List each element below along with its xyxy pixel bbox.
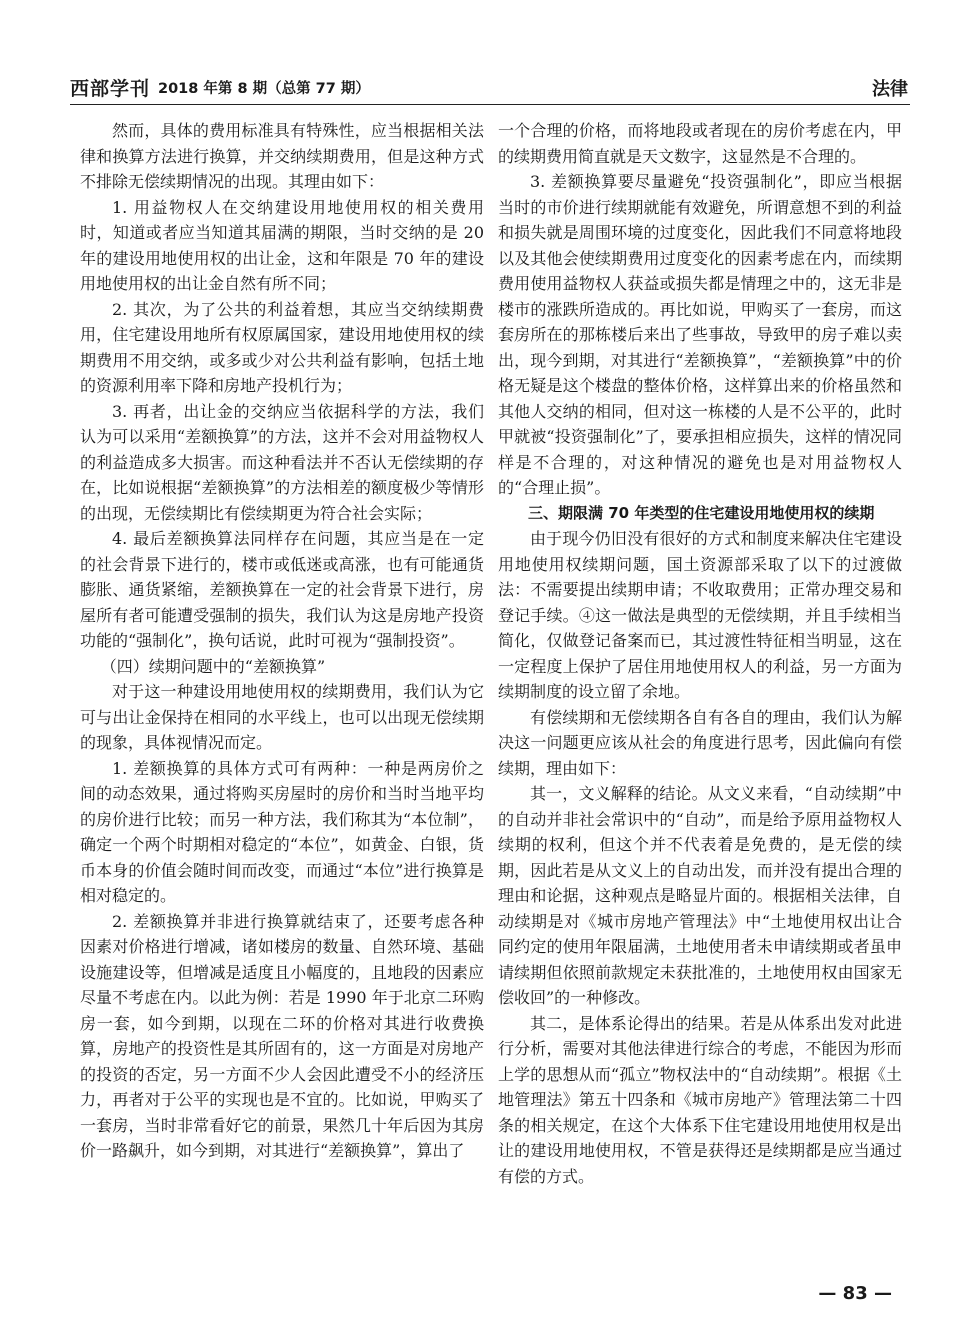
paragraph: 3. 再者，出让金的交纳应当依据科学的方法，我们认为可以采用“差额换算”的方法，这并不会对用益物权人的利益造成多大损害。而这种看法并不否认无偿续期的存在，比如说根据“差额换算”的方法相差的额度极少等情形的出现，无偿续期比有偿续期更为符合社会实际； [80,401,484,523]
paragraph: 2. 差额换算并非进行换算就结束了，还要考虑各种因素对价格进行增减，诸如楼房的数量、自然环境、基础设施建设等，但增减是适度且小幅度的，且地段的因素应尽量不考虑在内。以此为例：若是 1990 年于北京二环购房一套，如今到期，以现在二环的价格对其进行收费换算，房地产的投资性是其所固有的，这一方面是对房地产的投资的否定，另一方面不少人会因此遭受不小的经济压力，再者对于公平的实现也是不宜的。比如说，甲购买了一套房，当时非常看好它的前景，果然几十年后因为其房价一路飙升，如今到期，对其进行“差额换算”，算出了 [80,911,484,1160]
journal-logo: 西部学刊 [70,78,151,100]
paragraph: 由于现今仍旧没有很好的方式和制度来解决住宅建设用地使用权续期问题，国土资源部采取了以下的过渡做法：不需要提出续期申请；不收取费用；正常办理交易和登记手续。④这一做法是典型的无偿续期，并且手续相当简化，仅做登记备案而已，其过渡性特征相当明显，这在一定程度上保护了居住用地使用权人的利益，另一方面为续期制度的设立留了余地。 [498,529,902,701]
paragraph: 有偿续期和无偿续期各自有各自的理由，我们认为解决这一问题更应该从社会的角度进行思考，因此偏向有偿续期，理由如下： [498,707,902,778]
subsection-heading: （四）续期问题中的“差额换算” [100,656,326,676]
section-heading: 三、期限满 70 年类型的住宅建设用地使用权的续期 [528,503,875,522]
section-label: 法律 [872,79,908,100]
header-rule [70,104,910,105]
paragraph: 对于这一种建设用地使用权的续期费用，我们认为它可与出让金保持在相同的水平线上，也可以出现无偿续期的现象，具体视情况而定。 [80,682,484,752]
page-number: — 83 — [818,1283,892,1304]
paragraph: 1. 差额换算的具体方式可有两种：一种是两房价之间的动态效果，通过将购买房屋时的房价和当时当地平均的房价进行比较；而另一种方法，我们称其为“本位制”，确定一个两个时期相对稳定的“本位”，如黄金、白银，货币本身的价值会随时间而改变，而通过“本位”进行换算是相对稳定的。 [80,758,484,905]
running-header [70,74,910,104]
paragraph: 2. 其次，为了公共的利益着想，其应当交纳续期费用，住宅建设用地所有权原属国家，建设用地使用权的续期费用不用交纳，或多或少对公共利益有影响，包括土地的资源利用率下降和房地产投机行为； [80,299,484,395]
paragraph: 3. 差额换算要尽量避免“投资强制化”，即应当根据当时的市价进行续期就能有效避免，所谓意想不到的利益和损失就是周围环境的过度变化，因此我们不同意将地段以及其他会使续期费用过度变化的因素考虑在内，而续期费用使用益物权人获益或损失都是情理之中的，这无非是楼市的涨跌所造成的。再比如说，甲购买了一套房，而这套房所在的那栋楼后来出了些事故，导致甲的房子难以卖出，现今到期，对其进行“差额换算”，“差额换算”中的价格无疑是这个楼盘的整体价格，这样算出来的价格虽然和其他人交纳的相同，但对这一栋楼的人是不公平的，此时甲就被“投资强制化”了，要承担相应损失，这样的情况同样是不合理的，对这种情况的避免也是对用益物权人的“合理止损”。 [498,172,902,497]
paragraph: 其一，文义解释的结论。从文义来看，“自动续期”中的自动并非社会常识中的“自动”，而是给予原用益物权人续期的权利，但这个并不代表着是免费的，是无偿的续期，因此若是从文义上的自动出发，而并没有提出合理的理由和论据，这种观点是略显片面的。根据相关法律，自动续期是对《城市房地产管理法》中“土地使用权出让合同约定的使用年限届满，土地使用者未申请续期或者虽申请续期但依照前款规定未获批准的，土地使用权由国家无偿收回”的一种修改。 [498,784,902,1007]
paragraph: 4. 最后差额换算法同样存在问题，其应当是在一定的社会背景下进行的，楼市或低迷或高涨，也有可能通货膨胀、通货紧缩，差额换算在一定的社会背景下进行，房屋所有者可能遭受强制的损失，我们认为这是房地产投资功能的“强制化”，换句话说，此时可视为“强制投资”。 [80,529,484,650]
left-column [80,118,484,1164]
paragraph: 一个合理的价格，而将地段或者现在的房价考虑在内，甲的续期费用简直就是天文数字，这显然是不合理的。 [498,121,902,166]
issue-info: 2018 年第 8 期（总第 77 期） [158,81,370,97]
paragraph: 1. 用益物权人在交纳建设用地使用权的相关费用时，知道或者应当知道其届满的期限，当时交纳的是 20 年的建设用地使用权的出让金，这和年限是 70 年的建设用地使用权的出让金自然有所不同； [80,197,484,293]
right-column [498,118,902,1189]
paragraph: 然而，具体的费用标准具有特殊性，应当根据相关法律和换算方法进行换算，并交纳续期费用，但是这种方式不排除无偿续期情况的出现。其理由如下： [80,121,484,191]
paragraph: 其二，是体系论得出的结果。若是从体系出发对此进行分析，需要对其他法律进行综合的考虑，不能因为形而上学的思想从而“孤立”物权法中的“自动续期”。根据《土地管理法》第五十四条和《城市房地产》管理法第二十四条的相关规定，在这个大体系下住宅建设用地使用权是出让的建设用地使用权，不管是获得还是续期都是应当通过有偿的方式。 [498,1013,902,1186]
